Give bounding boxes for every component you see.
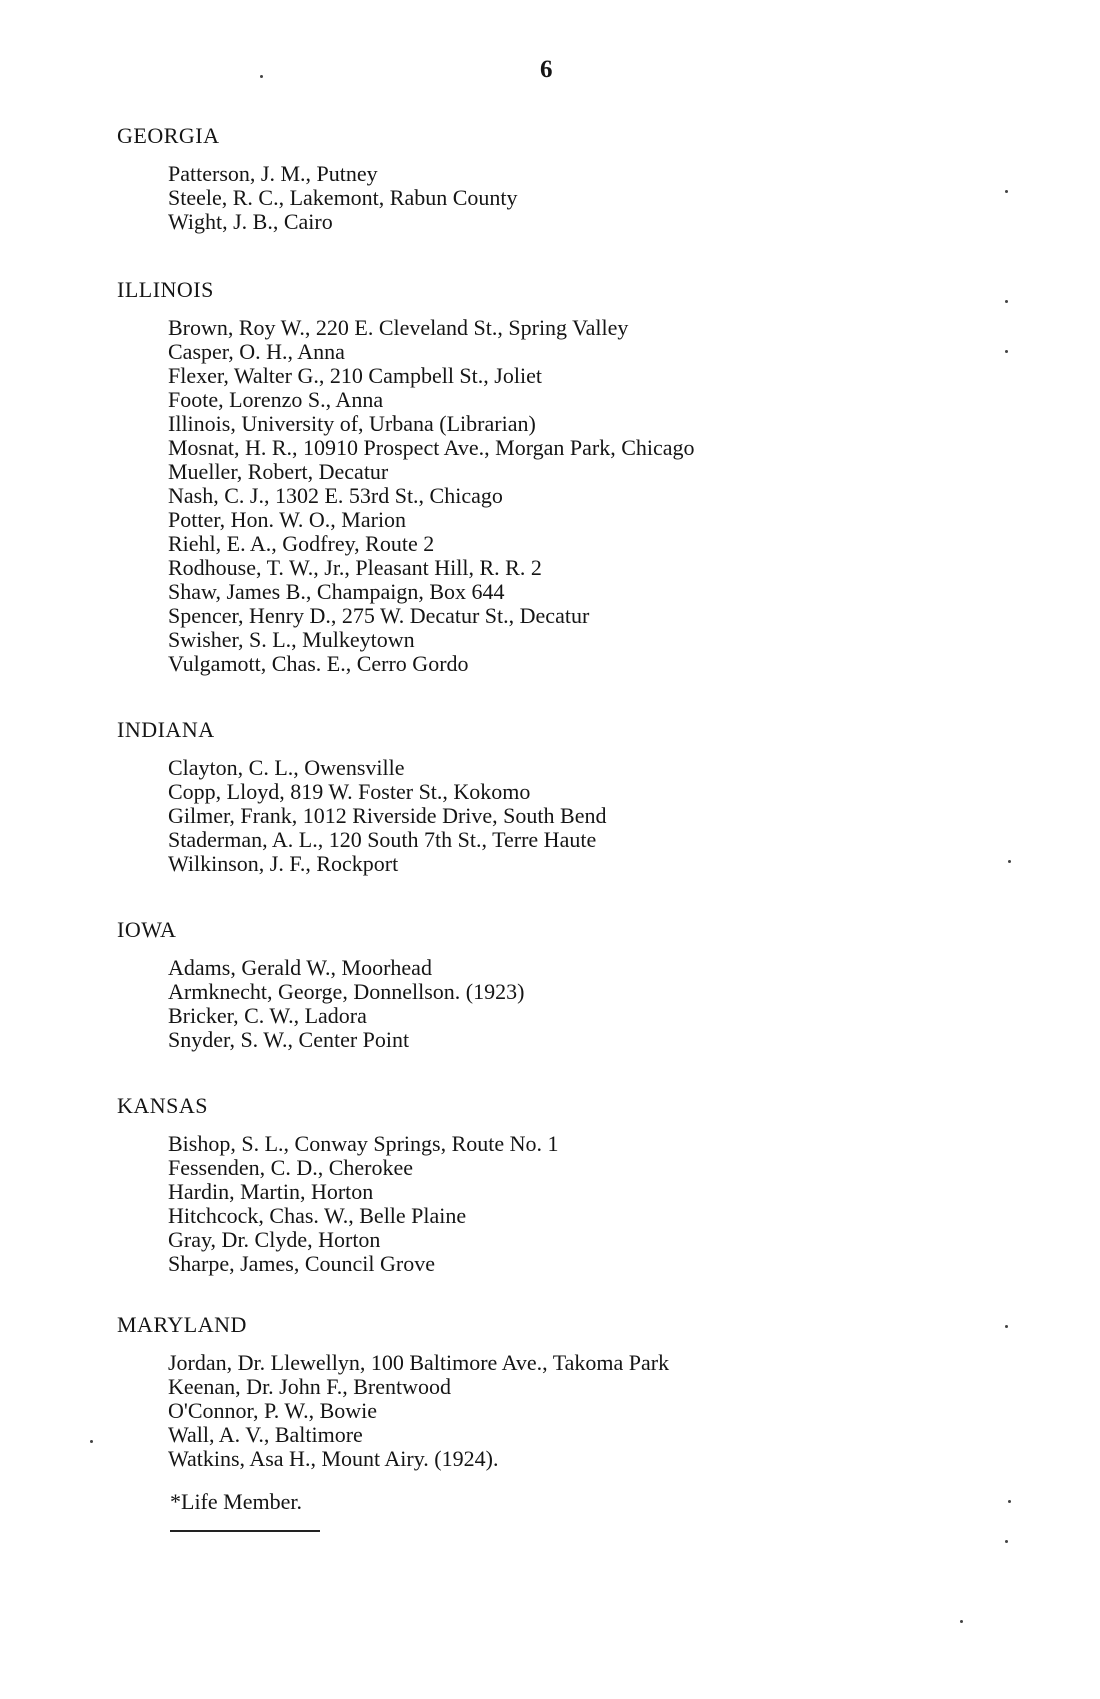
member-entry: Swisher, S. L., Mulkeytown bbox=[168, 627, 415, 652]
scan-speck bbox=[1005, 300, 1008, 303]
member-entry: Illinois, University of, Urbana (Librarian) bbox=[168, 411, 536, 436]
state-heading: GEORGIA bbox=[117, 123, 220, 148]
member-entry: Vulgamott, Chas. E., Cerro Gordo bbox=[168, 651, 469, 676]
member-entry: O'Connor, P. W., Bowie bbox=[168, 1398, 378, 1423]
member-entry: Fessenden, C. D., Cherokee bbox=[168, 1155, 414, 1180]
member-list bbox=[117, 316, 1057, 676]
state-heading: KANSAS bbox=[117, 1093, 209, 1118]
member-entry: Potter, Hon. W. O., Marion bbox=[168, 507, 407, 532]
state-heading: INDIANA bbox=[117, 717, 215, 742]
member-entry: Keenan, Dr. John F., Brentwood bbox=[168, 1374, 451, 1399]
scan-speck bbox=[1008, 860, 1011, 863]
state-heading: IOWA bbox=[117, 917, 177, 942]
member-entry: Staderman, A. L., 120 South 7th St., Terre Haute bbox=[168, 827, 597, 852]
scan-speck bbox=[1005, 1325, 1008, 1328]
page-number: 6 bbox=[540, 56, 553, 83]
scan-speck bbox=[1005, 1540, 1008, 1543]
scan-speck bbox=[1005, 190, 1008, 193]
member-entry: Flexer, Walter G., 210 Campbell St., Joliet bbox=[168, 363, 542, 388]
member-entry: Casper, O. H., Anna bbox=[168, 339, 345, 364]
section-illinois bbox=[117, 278, 1057, 676]
member-entry: Nash, C. J., 1302 E. 53rd St., Chicago bbox=[168, 483, 503, 508]
member-entry: Shaw, James B., Champaign, Box 644 bbox=[168, 579, 505, 604]
member-entry: Sharpe, James, Council Grove bbox=[168, 1251, 435, 1276]
footnote-rule bbox=[170, 1530, 320, 1532]
member-entry: Steele, R. C., Lakemont, Rabun County bbox=[168, 185, 518, 210]
section-maryland bbox=[117, 1313, 1057, 1471]
member-list bbox=[117, 1351, 1057, 1471]
member-entry: Adams, Gerald W., Moorhead bbox=[168, 955, 432, 980]
member-entry: Copp, Lloyd, 819 W. Foster St., Kokomo bbox=[168, 779, 531, 804]
member-entry: Wilkinson, J. F., Rockport bbox=[168, 851, 399, 876]
member-list bbox=[117, 162, 1057, 234]
member-entry: Patterson, J. M., Putney bbox=[168, 161, 378, 186]
member-entry: Foote, Lorenzo S., Anna bbox=[168, 387, 384, 412]
scan-speck bbox=[260, 75, 263, 78]
member-entry: Mosnat, H. R., 10910 Prospect Ave., Morgan Park, Chicago bbox=[168, 435, 695, 460]
member-entry: Clayton, C. L., Owensville bbox=[168, 755, 405, 780]
section-kansas bbox=[117, 1094, 1057, 1276]
state-heading: ILLINOIS bbox=[117, 277, 214, 302]
member-entry: Snyder, S. W., Center Point bbox=[168, 1027, 410, 1052]
scan-speck bbox=[1008, 1500, 1011, 1503]
member-entry: Hardin, Martin, Horton bbox=[168, 1179, 374, 1204]
section-iowa bbox=[117, 918, 1057, 1052]
member-entry: Rodhouse, T. W., Jr., Pleasant Hill, R. R. 2 bbox=[168, 555, 542, 580]
member-entry: Watkins, Asa H., Mount Airy. (1924). bbox=[168, 1446, 499, 1471]
member-list bbox=[117, 756, 1057, 876]
member-entry: Mueller, Robert, Decatur bbox=[168, 459, 389, 484]
state-heading: MARYLAND bbox=[117, 1312, 247, 1337]
section-georgia bbox=[117, 124, 1057, 234]
member-entry: Jordan, Dr. Llewellyn, 100 Baltimore Ave., Takoma Park bbox=[168, 1350, 670, 1375]
member-entry: Bishop, S. L., Conway Springs, Route No. 1 bbox=[168, 1131, 559, 1156]
member-entry: Riehl, E. A., Godfrey, Route 2 bbox=[168, 531, 435, 556]
member-entry: Gray, Dr. Clyde, Horton bbox=[168, 1227, 381, 1252]
member-entry: Wall, A. V., Baltimore bbox=[168, 1422, 363, 1447]
scan-speck bbox=[960, 1620, 963, 1623]
member-entry: Bricker, C. W., Ladora bbox=[168, 1003, 367, 1028]
member-entry: Brown, Roy W., 220 E. Cleveland St., Spring Valley bbox=[168, 315, 629, 340]
member-entry: Gilmer, Frank, 1012 Riverside Drive, South Bend bbox=[168, 803, 607, 828]
section-indiana bbox=[117, 718, 1057, 876]
footnote: *Life Member. bbox=[170, 1489, 302, 1514]
scan-speck bbox=[1005, 350, 1008, 353]
scan-speck bbox=[90, 1440, 93, 1443]
member-list bbox=[117, 1132, 1057, 1276]
member-entry: Spencer, Henry D., 275 W. Decatur St., Decatur bbox=[168, 603, 590, 628]
member-list bbox=[117, 956, 1057, 1052]
member-entry: Wight, J. B., Cairo bbox=[168, 209, 333, 234]
member-entry: Armknecht, George, Donnellson. (1923) bbox=[168, 979, 525, 1004]
member-entry: Hitchcock, Chas. W., Belle Plaine bbox=[168, 1203, 467, 1228]
